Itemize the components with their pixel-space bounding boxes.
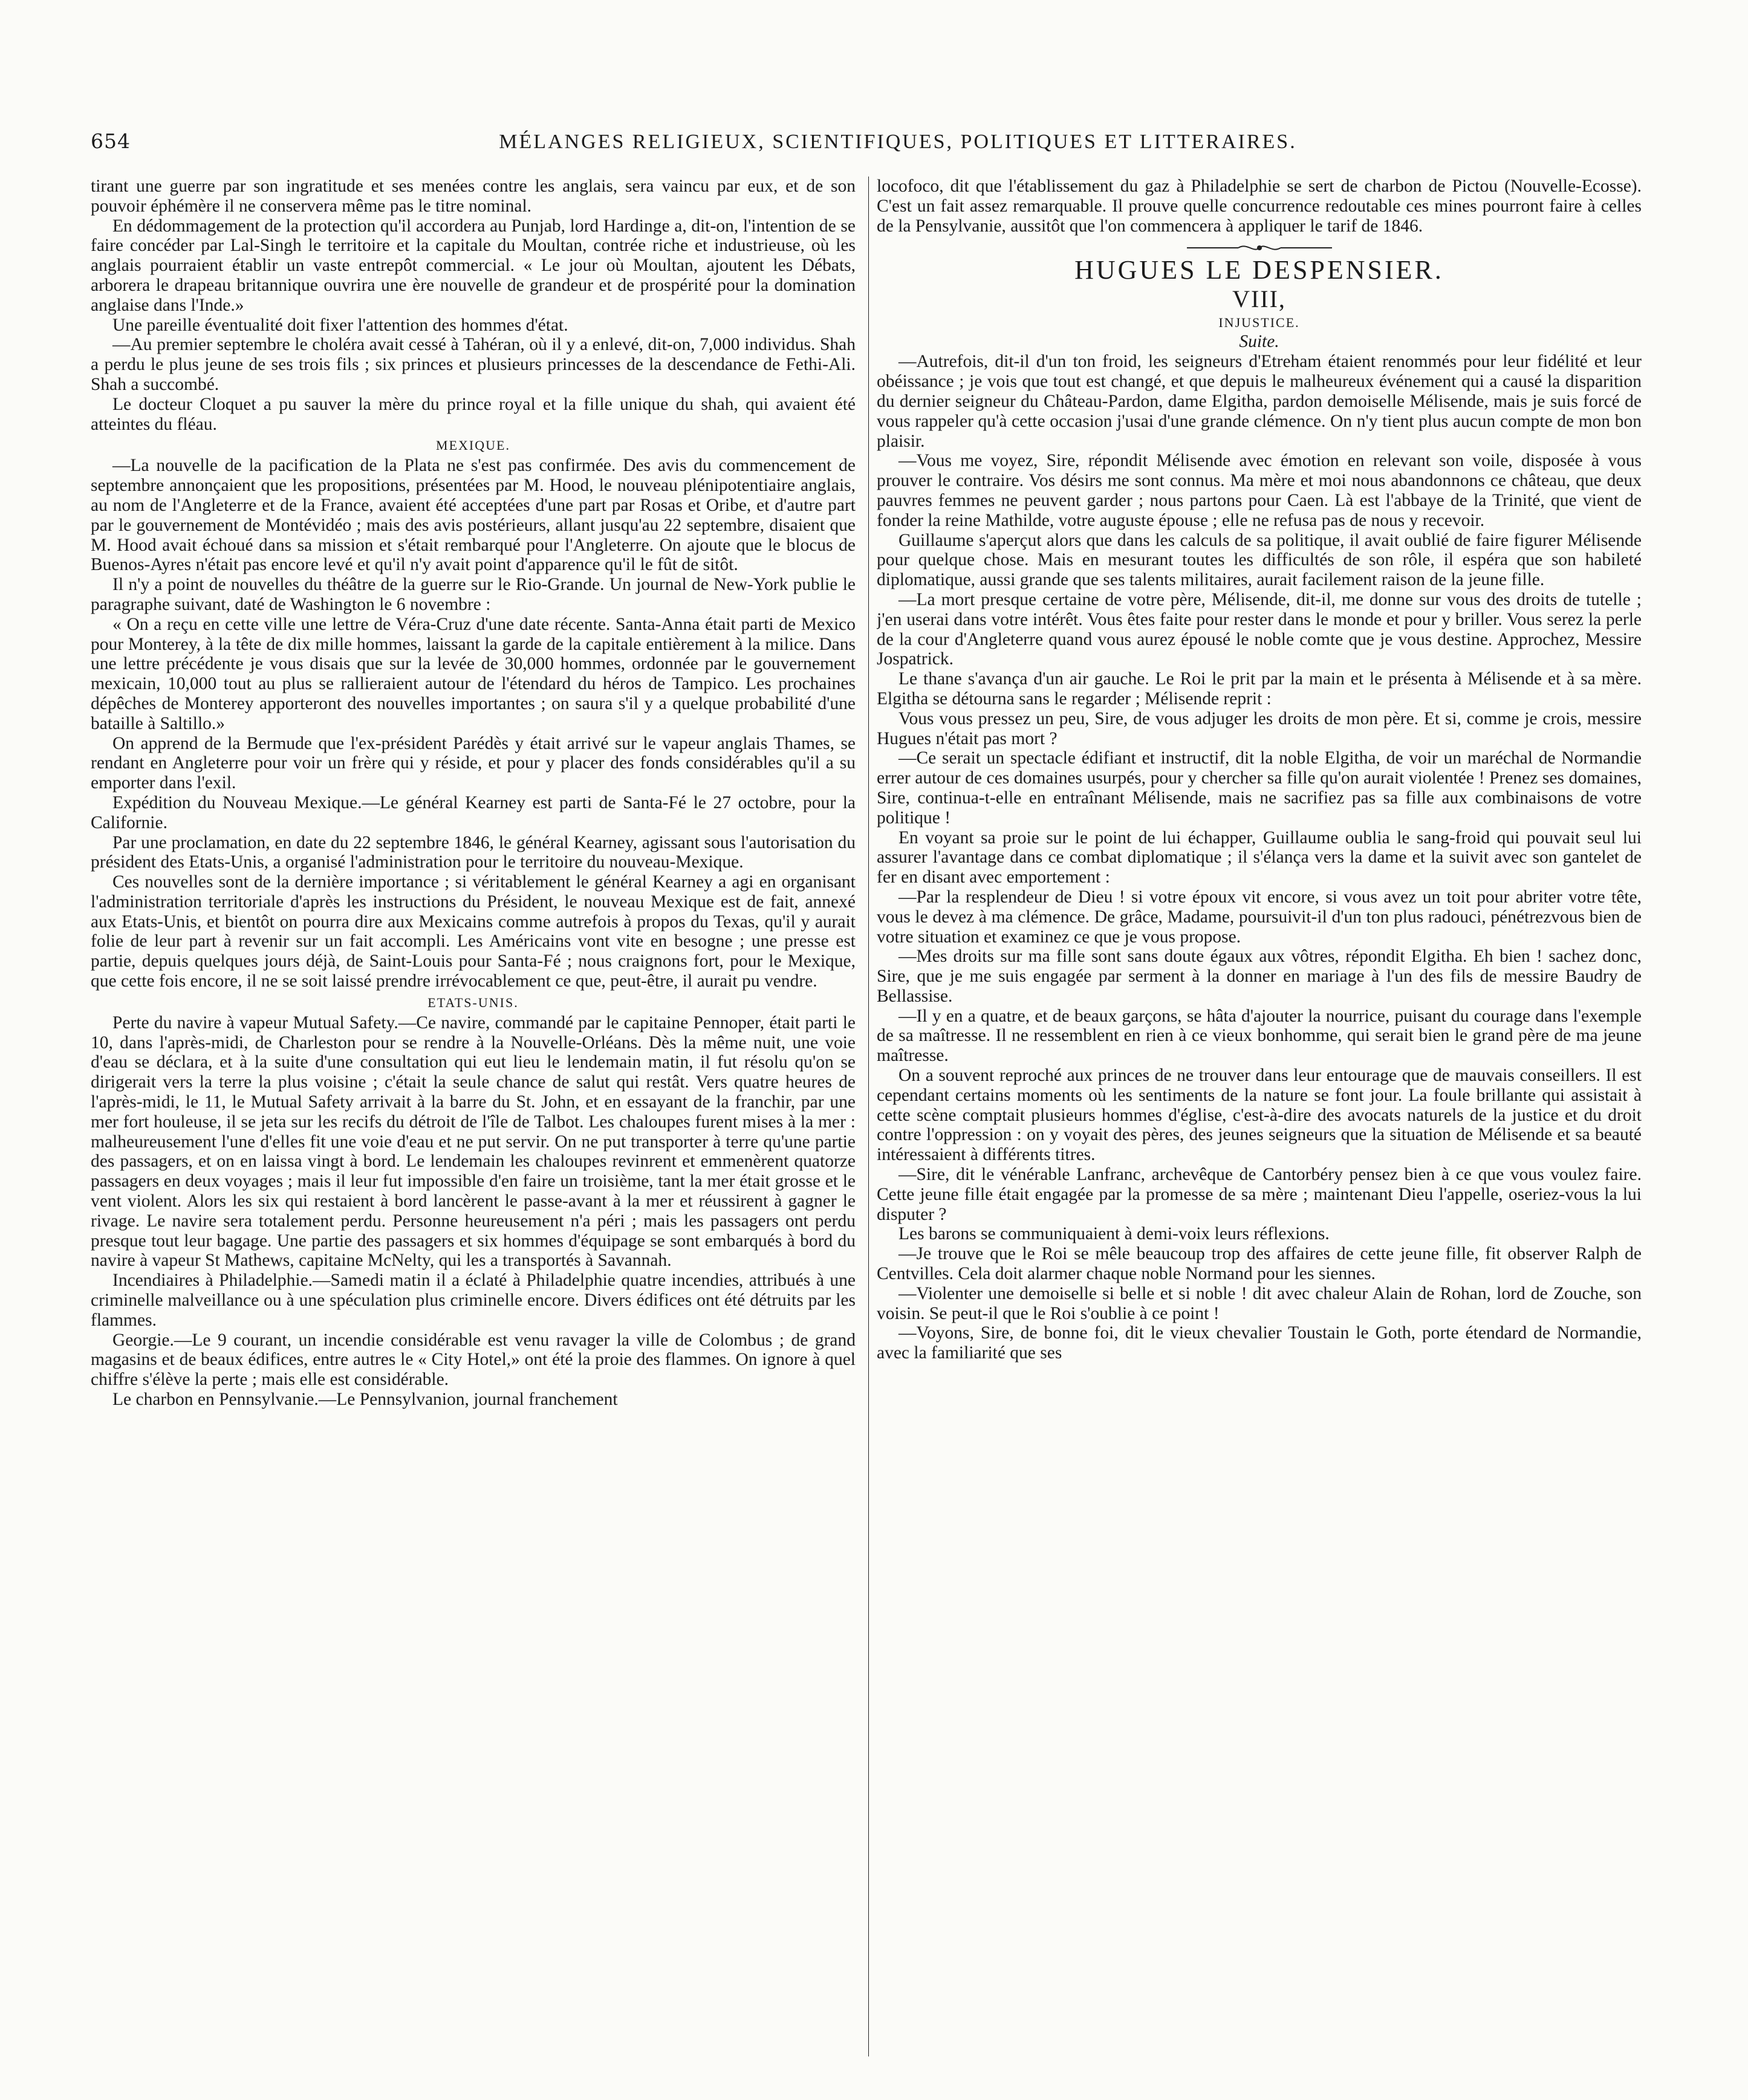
column-rule — [868, 177, 869, 2056]
ornament-divider — [877, 238, 1642, 249]
paragraph: locofoco, dit que l'établissement du gaz à Philadelphie se sert de charbon de Pictou (Nouvelle-Ecosse). C'est un fait assez remarquable. Il prouve quelle concurrence redoutable ces mines pourront faire à celles de la Pensylvanie, aussitôt que l'on commencera à appliquer le tarif de 1846. — [877, 177, 1642, 236]
paragraph: —Au premier septembre le choléra avait cessé à Tahéran, où il y a enlevé, dit-on, 7,000 individus. Shah a perdu le plus jeune de ses trois fils ; six princes et plusieurs princesses de la descendance de Fethi-Ali. Shah a succombé. — [91, 335, 856, 394]
paragraph: Le docteur Cloquet a pu sauver la mère du prince royal et la fille unique du shah, qui avaient été atteintes du fléau. — [91, 394, 856, 434]
paragraph: —Mes droits sur ma fille sont sans doute égaux aux vôtres, répondit Elgitha. Eh bien ! sachez donc, Sire, que je me suis engagée par serment à la donner en mariage à l'un des fils de messire Baudry de Bellassise. — [877, 947, 1642, 1006]
paragraph: Une pareille éventualité doit fixer l'attention des hommes d'état. — [112, 315, 568, 335]
paragraph: Perte du navire à vapeur Mutual Safety.—Ce navire, commandé par le capitaine Pennoper, était parti le 10, dans l'après-midi, de Charleston pour se rendre à la Nouvelle-Orléans. Dès la même nuit, une voie d'eau se déclara, et à la suite d'une consultation qui eut lieu le lendemain matin, il fut résolu qu'on se dirigerait vers la terre la plus voisine ; c'était la seule chance de salut qui restât. Vers quatre heures de l'après-midi, le 11, le Mutual Safety arrivait à la barre du St. John, et en essayant de la franchir, par une mer fort houleuse, il se jeta sur les recifs du détroit de l'île de Talbot. Les chaloupes furent mises à la mer : malheureusement l'une d'elles fit une voie d'eau et ne put servir. On ne put transporter à terre qu'une partie des passagers, et on en laissa vingt à bord. Le lendemain les chaloupes revinrent et emmenèrent quatorze passagers en deux voyages ; mais il leur fut impossible d'en faire un troisième, tant la mer était grosse et le vent violent. Alors les six qui restaient à bord lancèrent le passe-avant à la mer et réussirent à gagner le rivage. Le navire sera totalement perdu. Personne heureusement n'a péri ; mais les passagers ont perdu presque tout leur bagage. Une partie des passagers et six hommes d'équipage se sont embarqués à bord du navire à vapeur St Mathews, capitaine McNelty, qui les a transportés à Savannah. — [91, 1013, 856, 1271]
right-column — [877, 177, 1642, 2069]
paragraph: « On a reçu en cette ville une lettre de Véra-Cruz d'une date récente. Santa-Anna était parti de Mexico pour Monterey, à la tête de dix mille hommes, laissant la garde de la capitale entièrement à la milice. Dans une lettre précédente je vous disais que sur la levée de 30,000 hommes, ordonnée par le gouvernement mexicain, 10,000 tout au plus se rallieraient autour de l'étendard du héros de Tampico. Les prochaines dépêches de Monterey apporteront des nouvelles importantes ; on saura s'il y a quelque probabilité d'une bataille à Saltillo.» — [91, 614, 856, 733]
paragraph: —Vous me voyez, Sire, répondit Mélisende avec émotion en relevant son voile, disposée à vous prouver le contraire. Vos désirs me sont connus. Ma mère et moi nous abandonnons ce château, que deux pauvres femmes ne peuvent garder ; nous partons pour Caen. Là est l'abbaye de la Trinité, que vient de fonder la reine Mathilde, votre auguste épouse ; elle ne refusa pas de nous y recevoir. — [877, 451, 1642, 530]
page-header — [91, 129, 1639, 154]
running-title: MÉLANGES RELIGIEUX, SCIENTIFIQUES, POLITIQUES ET LITTERAIRES. — [499, 131, 1297, 153]
paragraph: On apprend de la Bermude que l'ex-président Parédès y était arrivé sur le vapeur anglais Thames, se rendant en Angleterre pour voir un frère qui y réside, et pour y placer des fonds considérables qu'il a su emporter dans l'exil. — [91, 733, 856, 793]
paragraph: Le thane s'avança d'un air gauche. Le Roi le prit par la main et le présenta à Mélisende et à sa mère. Elgitha se détourna sans le regarder ; Mélisende reprit : — [877, 669, 1642, 708]
paragraph: —Je trouve que le Roi se mêle beaucoup trop des affaires de cette jeune fille, fit observer Ralph de Centvilles. Cela doit alarmer chaque noble Normand pour les siennes. — [877, 1244, 1642, 1284]
paragraph: Le charbon en Pennsylvanie.—Le Pennsylvanion, journal franchement — [112, 1390, 618, 1410]
paragraph: Guillaume s'aperçut alors que dans les calculs de sa politique, il avait oublié de faire figurer Mélisende pour quelque chose. Mais en mesurant toutes les difficultés de son rôle, il espéra que son habileté diplomatique, aussi grande que ses talents militaires, aurait facilement raison de la jeune fille. — [877, 530, 1642, 590]
paragraph: —Voyons, Sire, de bonne foi, dit le vieux chevalier Toustain le Goth, porte étendard de Normandie, avec la familiarité que ses — [877, 1323, 1642, 1363]
page-number: 654 — [91, 129, 131, 153]
chapter-title: INJUSTICE. — [1218, 315, 1300, 331]
paragraph: Expédition du Nouveau Mexique.—Le général Kearney est parti de Santa-Fé le 27 octobre, pour la Californie. — [91, 792, 856, 832]
paragraph: —Il y en a quatre, et de beaux garçons, se hâta d'ajouter la nourrice, puisant du courage dans l'exemple de sa maîtresse. Il ne ressemblent en rien à ce vieux bonhomme, qui serait bien le grand père de ma jeune maîtresse. — [877, 1006, 1642, 1066]
paragraph: Les barons se communiquaient à demi-voix leurs réflexions. — [898, 1224, 1330, 1244]
ornament-icon — [1181, 242, 1338, 253]
paragraph: Georgie.—Le 9 courant, un incendie considérable est venu ravager la ville de Colombus ; de grand magasins et de beaux édifices, entre autres le « City Hotel,» ont été la proie des flammes. On ignore à quel chiffre s'élève la perte ; mais elle est considérable. — [91, 1330, 856, 1390]
paragraph: —Ce serait un spectacle édifiant et instructif, dit la noble Elgitha, de voir un maréchal de Normandie errer autour de ces domaines usurpés, pour y chercher sa fille qu'on aurait violentée ! Prenez ses domaines, Sire, continua-t-elle en entraînant Mélisende, mais ne sacrifiez pas sa fille aux combinaisons de votre politique ! — [877, 748, 1642, 828]
suite-label: Suite. — [1239, 332, 1279, 352]
paragraph: Ces nouvelles sont de la dernière importance ; si véritablement le général Kearney a agi en organisant l'administration territoriale d'après les instructions du Président, le nouveau Mexique est de fait, annexé aux Etats-Unis, et bientôt on pourra dire aux Mexicains comme autrefois à propos du Texas, qu'il y aurait folie de leur part à revenir sur un fait accompli. Les Américains vont vite en besogne ; une presse est partie, depuis quelques jours déjà, de Saint-Louis pour Santa-Fé ; nous craignons fort, pour le Mexique, que cette fois encore, il ne se soit laissé prendre irrévocablement ce que, peut-être, il aurait pu vendre. — [91, 872, 856, 991]
paragraph: Il n'y a point de nouvelles du théâtre de la guerre sur le Rio-Grande. Un journal de New-York publie le paragraphe suivant, daté de Washington le 6 novembre : — [91, 575, 856, 614]
paragraph: En dédommagement de la protection qu'il accordera au Punjab, lord Hardinge a, dit-on, l'intention de se faire concéder par Lal-Singh le territoire et la capitale du Moultan, contrée riche et industrieuse, où les anglais pourraient établir un vaste entrepôt commercial. « Le jour où Moultan, ajoutent les Débats, arborera le drapeau britannique ouvrira une ère nouvelle de grandeur et de prospérité pour la domination anglaise dans l'Inde.» — [91, 216, 856, 315]
paragraph: tirant une guerre par son ingratitude et ses menées contre les anglais, sera vaincu par eux, et de son pouvoir éphémère il ne conservera même pas le titre nominal. — [91, 177, 856, 216]
paragraph: —Sire, dit le vénérable Lanfranc, archevêque de Cantorbéry pensez bien à ce que vous voulez faire. Cette jeune fille était engagée par la promesse de sa mère ; maintenant Dieu l'appelle, oseriez-vous la lui disputer ? — [877, 1165, 1642, 1224]
section-heading-etats-unis: ETATS-UNIS. — [427, 994, 519, 1010]
section-heading-mexique: MEXIQUE. — [436, 438, 510, 453]
paragraph: On a souvent reproché aux princes de ne trouver dans leur entourage que de mauvais conseillers. Il est cependant certains moments où les sentiments de la nature se font jour. La foule brillante qui assistait à cette scène comptait plusieurs hommes d'église, c'est-à-dire des avocats naturels de la justice et du droit contre l'oppression : on y voyait des pères, des jeunes seigneurs que la situation de Mélisende et sa beauté intéressaient à différents titres. — [877, 1066, 1642, 1165]
story-title: HUGUES LE DESPENSIER. — [1074, 255, 1444, 285]
paragraph: Par une proclamation, en date du 22 septembre 1846, le général Kearney, agissant sous l'autorisation du président des Etats-Unis, a organisé l'administration pour le territoire du nouveau-Mexique. — [91, 832, 856, 872]
paragraph: —La nouvelle de la pacification de la Plata ne s'est pas confirmée. Des avis du commencement de septembre annonçaient que les propositions, présentées par M. Hood, le nouveau plénipotentiaire anglais, au nom de l'Angleterre et de la France, avaient été acceptées d'une part par Rosas et Oribe, et d'autre part par le gouvernement de Montévidéo ; mais des avis postérieurs, allant jusqu'au 22 septembre, disaient que M. Hood avait échoué dans sa mission et s'était rembarqué pour l'Angleterre. On ajoute que le blocus de Buenos-Ayres n'était pas encore levé et qu'il n'y avait point d'apparence qu'il le fût de sitôt. — [91, 456, 856, 575]
chapter-number: VIII, — [1232, 285, 1286, 313]
paragraph: Vous vous pressez un peu, Sire, de vous adjuger les droits de mon père. Et si, comme je crois, messire Hugues n'était pas mort ? — [877, 708, 1642, 748]
paragraph: Incendiaires à Philadelphie.—Samedi matin il a éclaté à Philadelphie quatre incendies, attribués à une criminelle malveillance ou à une spéculation plus criminelle encore. Divers édifices ont été détruits par les flammes. — [91, 1271, 856, 1330]
paragraph: —Autrefois, dit-il d'un ton froid, les seigneurs d'Etreham étaient renommés pour leur fidélité et leur obéissance ; je vois que tout est changé, et que depuis le malheureux événement qui a causé la disparition du dernier seigneur du Château-Pardon, dame Elgitha, pardon demoiselle Mélisende, mais je suis forcé de vous rappeler qu'à cette occasion j'usai d'une grande clémence. On n'y tient plus aucun compte de mon bon plaisir. — [877, 352, 1642, 451]
paragraph: En voyant sa proie sur le point de lui échapper, Guillaume oublia le sang-froid qui pouvait seul lui assurer l'avantage dans ce combat diplomatique ; il s'élança vers la dame et la suivit avec son gantelet de fer en disant avec emportement : — [877, 828, 1642, 887]
paragraph: —Par la resplendeur de Dieu ! si votre époux vit encore, si vous avez un toit pour abriter votre tête, vous le devez à ma clémence. De grâce, Madame, poursuivit-il d'un ton plus radouci, pénétrezvous bien de votre situation et examinez ce que je vous propose. — [877, 887, 1642, 947]
paragraph: —La mort presque certaine de votre père, Mélisende, dit-il, me donne sur vous des droits de tutelle ; j'en userai dans votre intérêt. Vous êtes faite pour rester dans le monde et pour y briller. Vous serez la perle de la cour d'Angleterre quand vous aurez épousé le noble comte que je vous destine. Approchez, Messire Jospatrick. — [877, 589, 1642, 669]
left-column — [91, 177, 856, 2069]
paragraph: —Violenter une demoiselle si belle et si noble ! dit avec chaleur Alain de Rohan, lord de Zouche, son voisin. Se peut-il que le Roi s'oublie à ce point ! — [877, 1283, 1642, 1323]
